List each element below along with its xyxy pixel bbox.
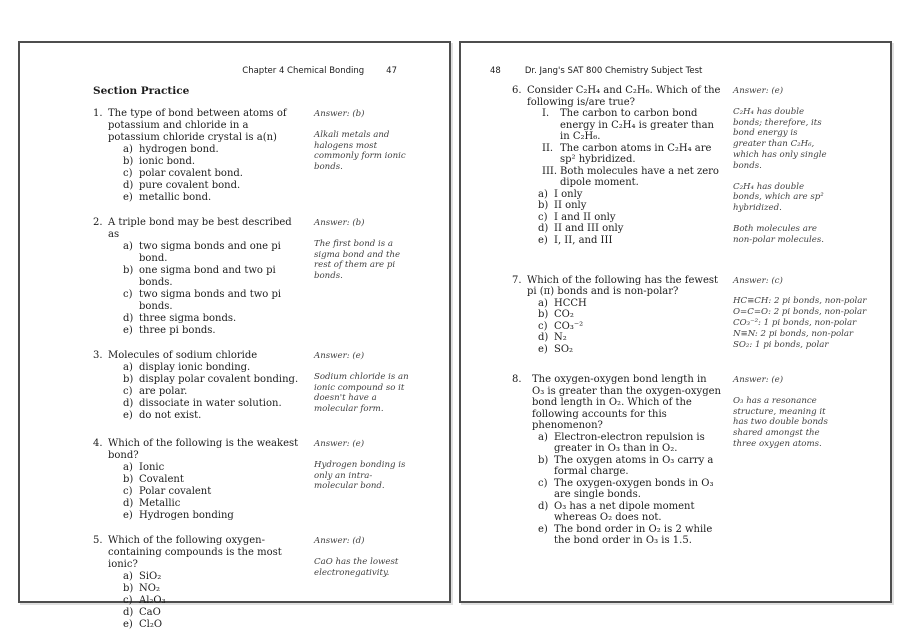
right-page <box>459 41 892 603</box>
option-row <box>123 313 302 325</box>
option-text: three pi bonds. <box>139 325 216 336</box>
option-row <box>123 144 302 156</box>
roman-item <box>542 143 721 166</box>
question-6 <box>512 85 830 256</box>
answer-explanation-line: SO₂: 1 pi bonds, polar <box>733 339 829 350</box>
options-list <box>123 462 302 522</box>
option-text: Cl₂O <box>139 618 163 630</box>
option-label: c) <box>123 386 133 397</box>
option-text: polar covalent bond. <box>139 168 243 179</box>
option-label: c) <box>538 211 548 223</box>
answer-explanation-line: O=C=O: 2 pi bonds, non-polar <box>733 307 867 318</box>
question-text: Which of the following is the weakest bond? <box>108 437 299 461</box>
section-title: Section Practice <box>93 85 190 97</box>
option-text: HCCH <box>554 297 587 309</box>
answer-explanation: O₃ has a resonance structure, meaning it has two double bonds shared amongst the three oxygen atoms. <box>733 395 828 450</box>
option-row <box>123 374 302 386</box>
option-label: b) <box>123 265 134 276</box>
answer-margin <box>314 350 410 425</box>
option-label: c) <box>123 289 133 300</box>
options-list <box>123 571 302 631</box>
option-row <box>123 241 302 265</box>
option-row <box>538 455 721 478</box>
answer-label: Answer: (b) <box>314 218 365 228</box>
answer-label: Answer: (e) <box>733 86 784 96</box>
question-text: Which of the following has the fewest pi (π) bonds and is non-polar? <box>527 274 719 298</box>
option-row <box>123 410 302 422</box>
option-text: CO₂ <box>554 309 574 321</box>
answer-margin <box>314 217 410 337</box>
answer-margin <box>733 275 867 356</box>
options-list <box>123 362 302 422</box>
question-5 <box>93 535 409 631</box>
option-text: metallic bond. <box>139 192 212 203</box>
option-text: I, II, and III <box>554 234 613 246</box>
options-list <box>123 144 302 204</box>
option-row <box>123 180 302 192</box>
option-text: do not exist. <box>139 410 202 421</box>
question-1 <box>93 108 409 204</box>
option-text: ionic bond. <box>139 156 196 167</box>
option-text: CO₃⁻² <box>554 320 584 332</box>
question-text: Which of the following oxygen-containing compounds is the most ionic? <box>108 534 282 570</box>
roman-text: The carbon atoms in C₂H₄ are sp² hybridized. <box>560 142 712 165</box>
option-text: Covalent <box>139 473 184 485</box>
option-label: d) <box>123 497 134 509</box>
left-running-head <box>93 66 409 76</box>
option-text: Polar covalent <box>139 485 212 497</box>
option-text: pure covalent bond. <box>139 180 241 191</box>
option-text: hydrogen bond. <box>139 144 219 155</box>
option-label: a) <box>538 188 548 200</box>
option-text: dissociate in water solution. <box>139 398 282 409</box>
option-label: e) <box>123 618 133 630</box>
answer-explanation: Both molecules are non-polar molecules. <box>733 223 825 245</box>
option-label: e) <box>538 523 548 535</box>
option-label: b) <box>538 200 549 211</box>
question-number: 3. <box>93 350 103 361</box>
answer-explanation: C₂H₄ has double bonds, which are sp² hybridized. <box>733 181 824 214</box>
roman-label: II. <box>542 142 554 154</box>
options-list <box>538 432 721 547</box>
option-text: II only <box>554 200 587 211</box>
answer-explanation-line: CO₃⁻²: 1 pi bonds, non-polar <box>733 317 857 328</box>
option-label: b) <box>123 582 134 594</box>
answer-explanation: C₂H₄ has double bonds; therefore, its bond energy is greater than C₂H₆, which has only single bonds. <box>733 106 827 171</box>
option-text: O₃ has a net dipole moment whereas O₂ does not. <box>554 500 695 524</box>
answer-explanation: Hydrogen bonding is only an intra-molecular bond. <box>314 459 406 492</box>
option-label: c) <box>538 477 548 489</box>
option-label: e) <box>538 234 548 246</box>
question-3 <box>93 350 409 425</box>
answer-explanation: Alkali metals and halogens most commonly form ionic bonds. <box>314 129 406 173</box>
option-row <box>123 595 302 607</box>
option-label: b) <box>123 473 134 485</box>
option-label: e) <box>123 410 133 421</box>
question-text: Molecules of sodium chloride <box>108 350 258 361</box>
answer-margin <box>733 85 829 256</box>
option-label: d) <box>123 313 134 324</box>
option-text: The bond order in O₂ is 2 while the bond order in O₃ is 1.5. <box>554 523 713 547</box>
option-label: c) <box>538 320 548 332</box>
option-row <box>538 298 721 310</box>
option-text: SO₂ <box>554 343 574 355</box>
option-text: Electron-electron repulsion is greater in O₃ than in O₂. <box>554 431 705 455</box>
answer-label: Answer: (d) <box>314 535 365 546</box>
option-row <box>538 235 721 247</box>
option-text: display ionic bonding. <box>139 362 251 373</box>
book-title: Dr. Jang's SAT 800 Chemistry Subject Test <box>524 66 703 76</box>
option-label: b) <box>538 454 549 466</box>
option-label: b) <box>123 156 134 167</box>
roman-label: III. <box>542 165 558 177</box>
option-row <box>538 200 721 212</box>
right-running-head <box>490 66 830 76</box>
option-text: II and III only <box>554 223 624 234</box>
answer-label: Answer: (c) <box>733 275 783 286</box>
option-text: N₂ <box>554 332 567 344</box>
option-label: e) <box>123 192 133 203</box>
roman-item <box>542 166 721 189</box>
answer-label: Answer: (e) <box>314 438 365 449</box>
option-label: d) <box>538 500 549 512</box>
option-row <box>123 289 302 313</box>
chapter-title: Chapter 4 Chemical Bonding <box>242 66 365 76</box>
option-label: d) <box>123 180 134 191</box>
option-text: Ionic <box>139 461 165 473</box>
option-text: two sigma bonds and two pi bonds. <box>139 289 282 312</box>
option-label: a) <box>123 241 133 252</box>
roman-text: Both molecules have a net zero dipole moment. <box>560 165 719 188</box>
option-row <box>123 386 302 398</box>
option-text: CaO <box>139 606 161 618</box>
option-text: display polar covalent bonding. <box>139 374 299 385</box>
answer-margin <box>314 108 410 204</box>
option-row <box>123 325 302 337</box>
answer-margin <box>733 374 829 547</box>
question-text: Consider C₂H₄ and C₂H₆. Which of the following is/are true? <box>527 85 721 108</box>
roman-text: The carbon to carbon bond energy in C₂H₄ is greater than in C₂H₆. <box>560 108 714 142</box>
question-number: 8. <box>512 374 522 386</box>
option-text: Al₂O₃ <box>139 594 166 606</box>
question-number: 2. <box>93 217 103 228</box>
options-list <box>538 298 721 356</box>
option-label: d) <box>123 606 134 618</box>
question-text: A triple bond may be best described as <box>108 217 292 240</box>
option-label: d) <box>538 223 549 234</box>
left-page <box>18 41 451 630</box>
answer-label: Answer: (e) <box>314 351 365 361</box>
option-row <box>538 309 721 321</box>
option-label: a) <box>123 570 133 582</box>
option-row <box>123 619 302 631</box>
option-row <box>538 501 721 524</box>
option-row <box>123 510 302 522</box>
option-row <box>123 168 302 180</box>
option-label: b) <box>538 309 549 321</box>
option-label: a) <box>123 461 133 473</box>
option-row <box>538 524 721 547</box>
option-row <box>123 571 302 583</box>
option-text: The oxygen atoms in O₃ carry a formal charge. <box>554 454 714 478</box>
option-text: SiO₂ <box>139 570 162 582</box>
option-row <box>123 192 302 204</box>
option-label: c) <box>123 485 133 497</box>
option-text: three sigma bonds. <box>139 313 237 324</box>
option-text: I only <box>554 188 583 200</box>
page-number: 48 <box>490 66 501 76</box>
option-row <box>123 474 302 486</box>
option-label: a) <box>538 297 548 309</box>
option-row <box>123 462 302 474</box>
option-label: a) <box>123 144 133 155</box>
question-number: 5. <box>93 534 103 546</box>
option-row <box>538 432 721 455</box>
answer-margin <box>314 535 410 631</box>
answer-explanation: CaO has the lowest electronegativity. <box>314 556 399 578</box>
answer-margin <box>314 438 410 522</box>
question-2 <box>93 217 409 337</box>
option-row <box>123 583 302 595</box>
option-label: d) <box>538 332 549 344</box>
option-row <box>538 344 721 356</box>
question-8 <box>512 374 830 547</box>
option-row <box>538 321 721 333</box>
option-label: a) <box>538 431 548 443</box>
option-text: NO₂ <box>139 582 160 594</box>
option-row <box>538 478 721 501</box>
option-row <box>538 332 721 344</box>
option-row <box>123 486 302 498</box>
roman-list <box>542 108 721 189</box>
option-text: Metallic <box>139 497 181 509</box>
option-row <box>123 398 302 410</box>
question-4 <box>93 438 409 522</box>
roman-item <box>542 108 721 143</box>
answer-explanation: The first bond is a sigma bond and the rest of them are pi bonds. <box>314 238 401 282</box>
option-label: a) <box>123 362 133 373</box>
answer-label: Answer: (e) <box>733 375 784 386</box>
option-row <box>123 265 302 289</box>
option-row <box>538 212 721 224</box>
option-row <box>123 362 302 374</box>
answer-explanation-line: N≡N: 2 pi bonds, non-polar <box>733 328 854 339</box>
question-number: 4. <box>93 437 103 449</box>
option-label: c) <box>123 168 133 179</box>
option-text: are polar. <box>139 386 188 397</box>
option-label: e) <box>123 509 133 521</box>
question-number: 7. <box>512 274 522 286</box>
option-row <box>538 189 721 201</box>
roman-label: I. <box>542 108 550 119</box>
option-text: I and II only <box>554 211 616 223</box>
option-row <box>123 607 302 619</box>
option-label: c) <box>123 594 133 606</box>
question-number: 6. <box>512 85 522 96</box>
option-label: b) <box>123 374 134 385</box>
options-list <box>538 189 721 247</box>
question-7 <box>512 274 867 356</box>
option-row <box>123 156 302 168</box>
option-label: e) <box>123 325 133 336</box>
question-number: 1. <box>93 108 103 119</box>
option-text: two sigma bonds and one pi bond. <box>139 241 281 264</box>
option-label: d) <box>123 398 134 409</box>
option-text: one sigma bond and two pi bonds. <box>139 265 276 288</box>
option-row <box>538 223 721 235</box>
option-text: Hydrogen bonding <box>139 509 234 521</box>
answer-explanation: Sodium chloride is an ionic compound so it doesn't have a molecular form. <box>314 371 409 415</box>
options-list <box>123 241 302 337</box>
answer-label: Answer: (b) <box>314 109 365 119</box>
option-text: The oxygen-oxygen bonds in O₃ are single bonds. <box>554 477 714 501</box>
answer-explanation-line: HC≡CH: 2 pi bonds, non-polar <box>733 296 867 307</box>
option-label: e) <box>538 343 548 355</box>
option-row <box>123 498 302 510</box>
question-text: The type of bond between atoms of potassium and chloride in a potassium chloride crystal is a(n) <box>108 108 287 143</box>
question-text: The oxygen-oxygen bond length in O₃ is greater than the oxygen-oxygen bond length in O₂. Which of the following accounts for this phenomenon? <box>532 374 721 432</box>
page-number: 47 <box>386 66 397 76</box>
